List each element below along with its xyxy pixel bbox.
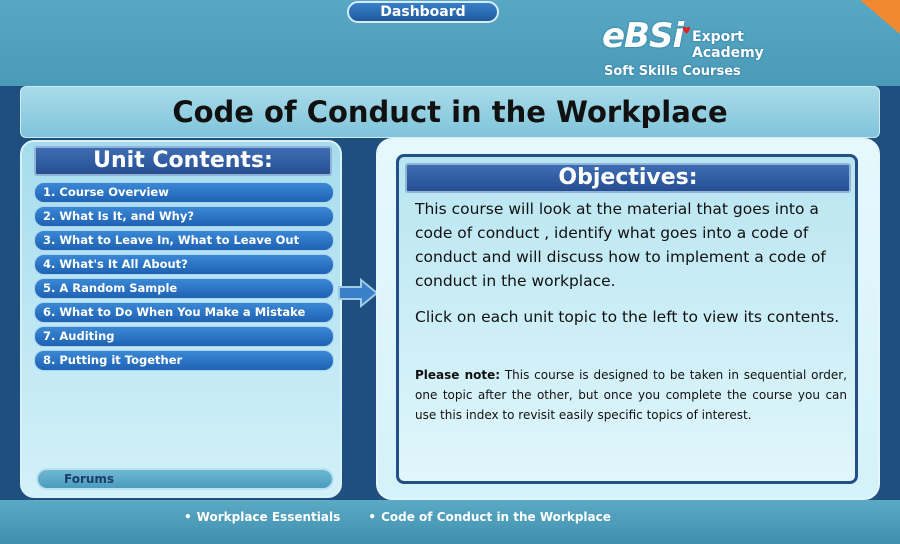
note-text: This course is designed to be taken in sequential order, one topic after the other, but once you complete the course you can use this index to revisit easily specific topics of interest.	[415, 368, 847, 422]
breadcrumb-label: Workplace Essentials	[196, 510, 341, 524]
bullet-icon: •	[184, 510, 192, 524]
logo-line1: Export	[692, 29, 744, 45]
objectives-paragraph-1: This course will look at the material that goes into a code of conduct , identify what goes into a code of conduct and will discuss how to implement a code of conduct in the workplace.	[415, 200, 826, 290]
heart-icon: ♥	[682, 26, 691, 37]
logo-brand: eBSi	[602, 16, 684, 56]
unit-item-5[interactable]: 5. A Random Sample	[34, 278, 334, 299]
forums-button[interactable]: Forums	[36, 468, 334, 490]
footer-band	[0, 500, 900, 544]
arrow-right-icon	[337, 278, 379, 308]
unit-item-3[interactable]: 3. What to Leave In, What to Leave Out	[34, 230, 334, 251]
unit-item-4[interactable]: 4. What's It All About?	[34, 254, 334, 275]
title-bar	[20, 86, 880, 138]
breadcrumb	[184, 510, 635, 524]
unit-contents-panel	[20, 140, 342, 498]
page-title: Code of Conduct in the Workplace	[172, 95, 728, 129]
corner-decoration	[860, 0, 900, 34]
unit-list	[34, 182, 334, 374]
ebsi-logo	[602, 12, 777, 68]
objectives-paragraph-2: Click on each unit topic to the left to view its contents.	[415, 308, 840, 326]
objectives-panel	[376, 138, 880, 500]
logo-line2: Academy	[692, 45, 764, 61]
note-label: Please note:	[415, 368, 501, 382]
bullet-icon: •	[368, 510, 377, 524]
unit-item-7[interactable]: 7. Auditing	[34, 326, 334, 347]
breadcrumb-item-2[interactable]	[368, 510, 610, 524]
unit-item-8[interactable]: 8. Putting it Together	[34, 350, 334, 371]
unit-item-1[interactable]: 1. Course Overview	[34, 182, 334, 203]
unit-item-6[interactable]: 6. What to Do When You Make a Mistake	[34, 302, 334, 323]
logo-subtitle: Soft Skills Courses	[604, 64, 741, 79]
breadcrumb-item-1[interactable]	[184, 510, 340, 524]
objectives-heading: Objectives:	[405, 163, 851, 193]
objectives-box	[396, 154, 858, 484]
dashboard-button[interactable]: Dashboard	[347, 1, 499, 23]
unit-item-2[interactable]: 2. What Is It, and Why?	[34, 206, 334, 227]
objectives-note	[415, 365, 847, 425]
unit-contents-heading: Unit Contents:	[34, 146, 332, 176]
breadcrumb-label: Code of Conduct in the Workplace	[381, 510, 611, 524]
